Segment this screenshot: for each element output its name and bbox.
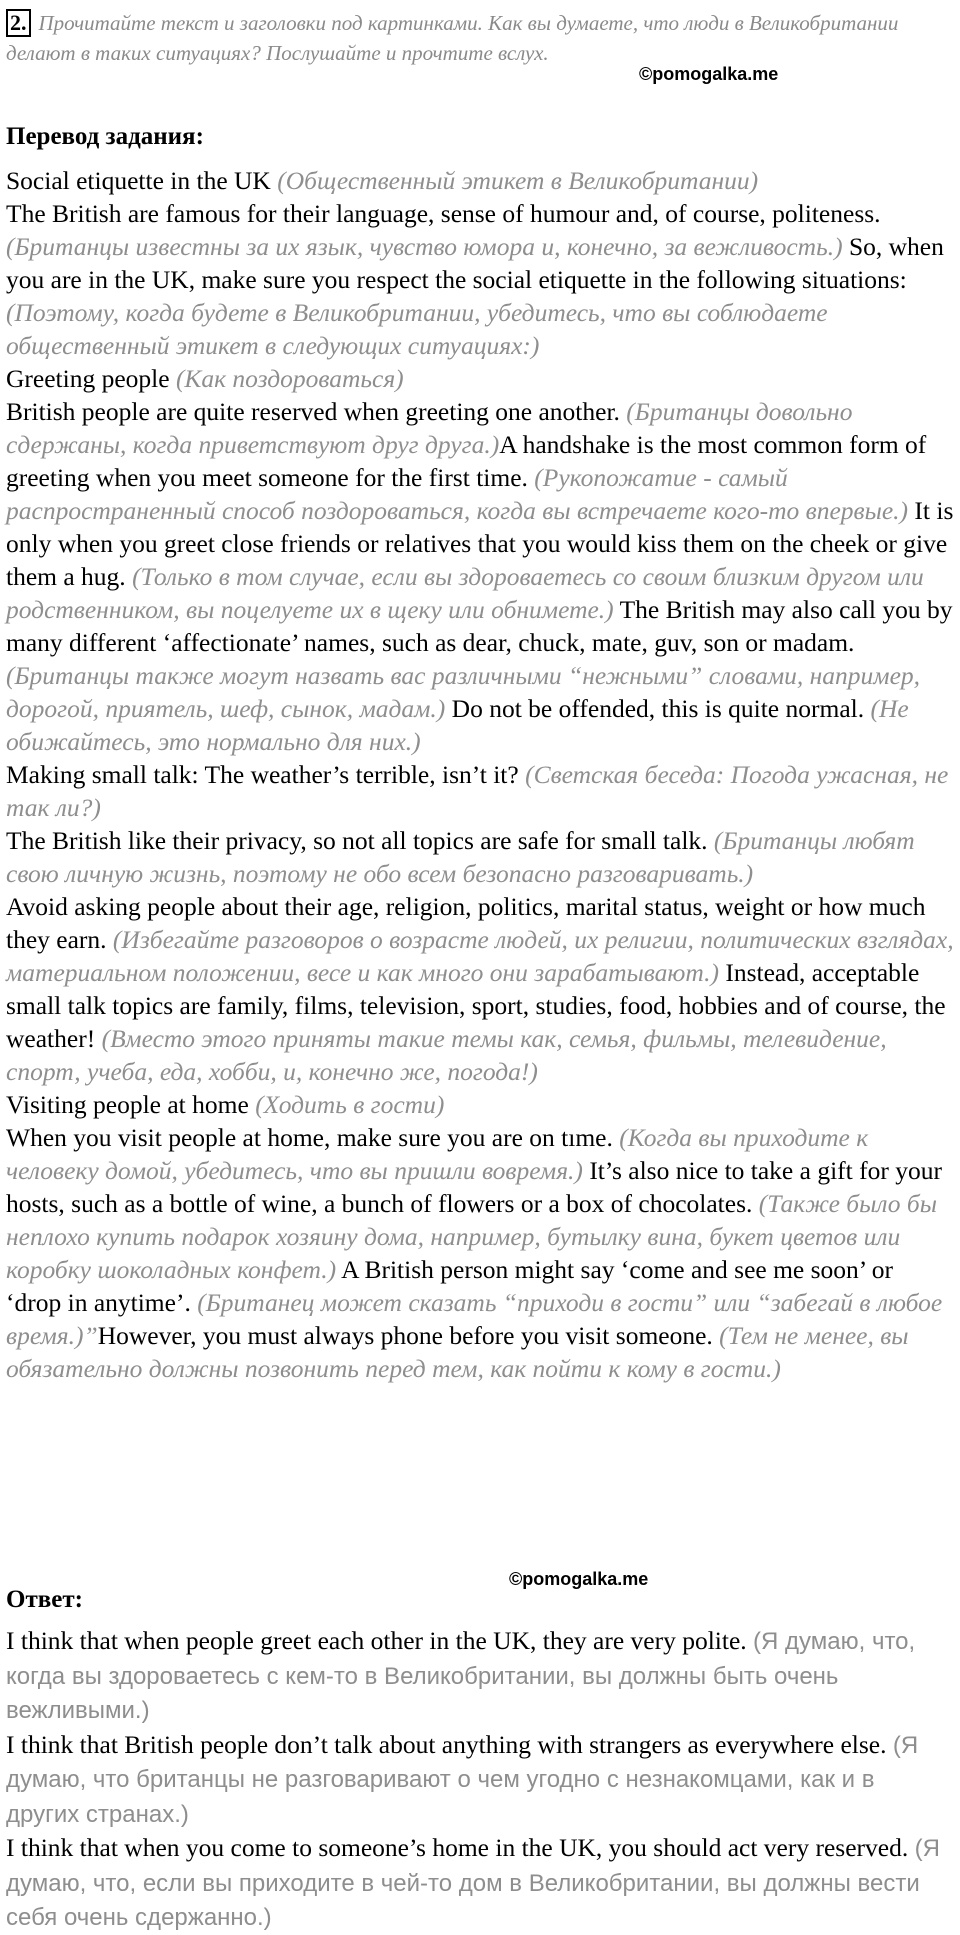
russian-translation: (Я думаю, что британцы не разговаривают о чем угодно с незнакомцами, как и в других странах.) [6,1731,919,1828]
russian-translation: (Светская беседа: Погода ужасная, не так ли?) [6,760,949,822]
answer-body [6,1624,954,1935]
russian-translation: (Общественный этикет в Великобритании) [277,166,759,195]
russian-translation: (Британцы довольно сдержаны, когда приветствуют друг друга.) [6,397,853,459]
paragraph [6,362,954,395]
english-text: Do not be offended, this is quite normal. [445,694,871,723]
english-text: I think that when you come to someone’s home in the UK, you should act very reserved. [6,1833,915,1862]
russian-translation: (Я думаю, что, если вы приходите в чей-то дом в Великобритании, вы должны вести себя очень сдержанно.) [6,1835,940,1931]
paragraph [6,164,954,197]
english-text: Social etiquette in the UK [6,166,278,195]
english-text: However, you must always phone before you visit someone. [97,1321,720,1350]
russian-translation: (Британцы известны за их язык, чувство юмора и, конечно, за вежливость.) [6,232,843,261]
russian-translation: (Ходить в гости) [255,1090,445,1119]
paragraph [6,890,954,1088]
translation-heading: Перевод задания: [6,123,204,150]
paragraph [6,395,954,758]
english-text: When you visit people at home, make sure you are on tıme. [6,1123,620,1152]
watermark-top: ©pomogalka.me [639,64,779,84]
english-text: Greeting people [6,364,176,393]
english-text: Visiting people at home [6,1090,256,1119]
russian-translation: (Британцы также могут назвать вас различными “нежными” словами, например, дорогой, приятель, шеф, сынок, мадам.) [6,661,921,723]
russian-translation: (Рукопожатие - самый распространенный способ поздороваться, когда вы встречаете кого-то впервые.) [6,463,909,525]
answer-item [6,1728,954,1832]
english-text: It is only when you greet close friends or relatives that you would kiss them on the cheek or give them a hug. [6,496,954,591]
watermark-bottom: ©pomogalka.me [509,1569,649,1589]
english-text: The British may also call you by many different ‘affectionate’ names, such as dear, chuck, mate, guv, son or madam. [6,595,953,657]
task-instruction-text: Прочитайте текст и заголовки под картинками. Как вы думаете, что люди в Великобритании делают в таких ситуациях? Послушайте и прочтите вслух. [6,11,899,65]
russian-translation: (Я думаю, что, когда вы здороваетесь с кем-то в Великобритании, вы должны быть очень вежливыми.) [6,1628,916,1724]
task-instruction [6,8,956,68]
paragraph [6,824,954,890]
task-number: 2. [6,9,31,37]
paragraph [6,197,954,362]
english-text: I think that when people greet each other in the UK, they are very polite. [6,1626,754,1655]
paragraph [6,1121,954,1385]
russian-translation: (Как поздороваться) [175,364,404,393]
english-text: British people are quite reserved when greeting one another. [6,397,627,426]
english-text: A handshake is the most common form of greeting when you meet someone for the first time. [6,430,927,492]
russian-translation: (Британцы любят свою личную жизнь, поэтому не обо всем безопасно разговаривать.) [6,826,915,888]
russian-translation: (Поэтому, когда будете в Великобритании, убедитесь, что вы соблюдаете общественный этикет в следующих ситуациях:) [6,298,828,360]
russian-translation: (Когда вы приходите к человеку домой, убедитесь, что вы пришли вовремя.) [6,1123,869,1185]
answer-item [6,1624,954,1728]
russian-translation: (Вместо этого приняты такие темы как, семья, фильмы, телевидение, спорт, учеба, еда, хобби, и, конечно же, погода!) [6,1024,887,1086]
english-text: Instead, acceptable small talk topics are family, films, television, sport, studies, food, hobbies and of course, the weather! [6,958,946,1053]
translation-body [6,164,954,1385]
answer-heading: Ответ: [6,1586,83,1613]
english-text: The British are famous for their language, sense of humour and, of course, politeness. [6,199,881,228]
english-text: I think that British people don’t talk about anything with strangers as everywhere else. [6,1729,893,1759]
russian-translation: (Тем не менее, вы обязательно должны позвонить перед тем, как пойти к кому в гости.) [6,1321,909,1383]
russian-translation: (Избегайте разговоров о возрасте людей, их религии, политических взглядах, материальном положении, весе и как много они зарабатывают.) [6,925,954,987]
document-page [6,0,956,1931]
russian-translation: (Только в том случае, если вы здороваетесь со своим близким другом или родственником, вы поцелуете их в щеку или обнимете.) [6,562,924,624]
english-text: The British like their privacy, so not all topics are safe for small talk. [6,826,714,855]
paragraph [6,1088,954,1121]
english-text: Making small talk: The weather’s terrible, isn’t it? [6,760,526,789]
russian-translation: (Не обижайтесь, это нормально для них.) [6,694,909,756]
answer-item [6,1831,954,1935]
russian-translation: (Британец может сказать “приходи в гости” или “забегай в любое время.)” [6,1288,943,1350]
english-text: It’s also nice to take a gift for your hosts, such as a bottle of wine, a bunch of flowers or a box of chocolates. [6,1156,942,1218]
russian-translation: (Также было бы неплохо купить подарок хозяину дома, например, бутылку вина, букет цветов или коробку шоколадных конфет.) [6,1189,938,1284]
paragraph [6,758,954,824]
english-text: A British person might say ‘come and see me soon’ or ‘drop in anytime’. [6,1255,894,1317]
english-text: So, when you are in the UK, make sure you respect the social etiquette in the following situations: [6,232,944,294]
english-text: Avoid asking people about their age, religion, politics, marital status, weight or how much they earn. [6,892,926,954]
